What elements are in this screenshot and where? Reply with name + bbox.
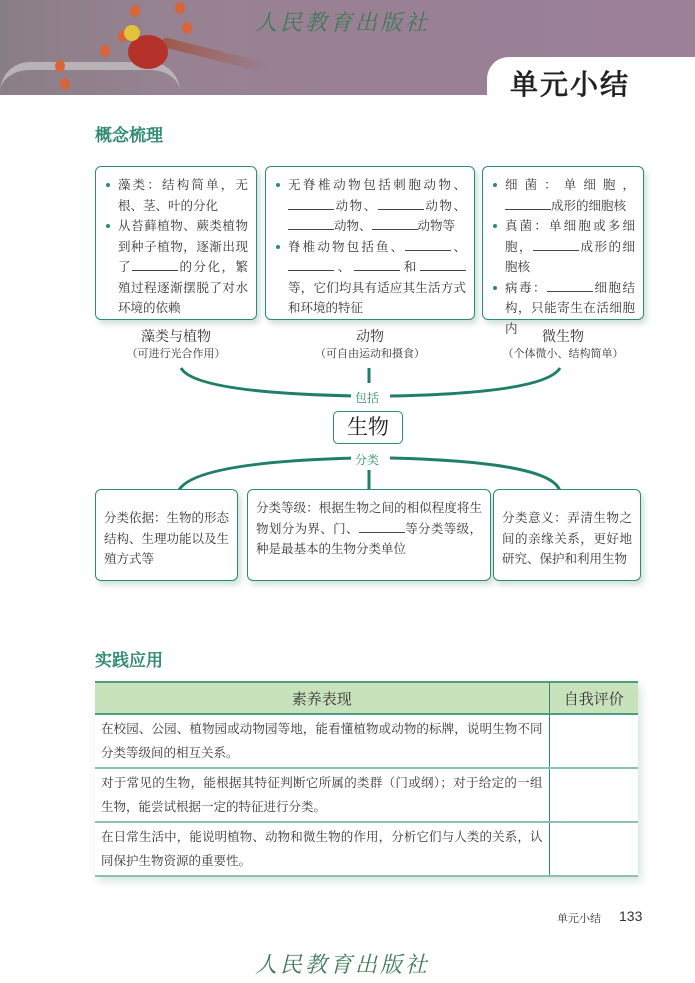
text-fragment: 等，它们均具有适应其生活方式和环境的特征: [288, 279, 466, 315]
text-fragment: 细菌：单细胞，: [505, 177, 635, 192]
text-fragment: 、: [451, 238, 466, 254]
text-fragment: 病毒：: [505, 279, 547, 295]
text-fragment: 动物、: [423, 197, 466, 213]
self-assessment-cell[interactable]: [549, 822, 638, 876]
category-label-plants: 藻类与植物: [141, 329, 211, 345]
publisher-logo: 人民教育出版社: [255, 11, 431, 36]
text-fragment: 动物等: [417, 218, 456, 233]
text-fragment: 动物、: [334, 197, 378, 213]
publisher-logo-footer: 人民教育出版社: [255, 953, 431, 978]
column-header-self-assessment: 自我评价: [549, 682, 638, 714]
classification-card-levels: [247, 489, 491, 581]
text-fragment: 脊椎动物包括鱼、: [288, 238, 406, 254]
text-fragment: 等分类等级，种是最基本的生物分类单位: [256, 520, 482, 556]
section-title-concept: 概念梳理: [95, 126, 163, 146]
text-fragment: 真菌：单细胞或多细胞，: [505, 218, 635, 254]
competency-cell: 在校园、公园、植物园或动物园等地，能看懂植物或动物的标牌，说明生物不同分类等级间的相互关系。: [95, 714, 549, 768]
category-sub-plants: （可进行光合作用）: [126, 347, 226, 360]
text-fragment: 藻类：结构简单，无根、茎、叶的分化: [118, 177, 248, 213]
section-title-practice: 实践应用: [95, 651, 163, 671]
category-label-microbes: 微生物: [542, 329, 584, 345]
text-fragment: 动物、: [334, 218, 372, 233]
self-assessment-cell[interactable]: [549, 768, 638, 822]
competency-cell: 对于常见的生物，能根据其特征判断它所属的类群（门或纲）；对于给定的一组生物，能尝试根据一定的特征进行分类。: [95, 768, 549, 822]
classify-label: 分类: [351, 451, 383, 468]
table-row: [95, 822, 638, 876]
text-fragment: 分类等级：根据生物之间的相似程度将生物划分为界、门、: [256, 500, 482, 536]
text-fragment: 从苔藓植物、蕨类植物到种子植物，逐渐出现了: [118, 218, 248, 274]
classification-card-significance: [493, 489, 641, 581]
category-label-animals: 动物: [356, 329, 384, 345]
fill-in-blank[interactable]: [359, 519, 405, 533]
text-fragment: 分类意义：弄清生物之间的亲缘关系，更好地研究、保护和利用生物: [502, 510, 632, 566]
text-fragment: 和: [400, 259, 420, 274]
column-header-competency: 素养表现: [95, 682, 549, 714]
text-fragment: 分类依据：生物的形态结构、生理功能以及生殖方式等: [104, 510, 230, 566]
table-header-row: [95, 682, 638, 714]
practice-table: [95, 681, 638, 877]
text-fragment: 细胞结构，只能寄生在活细胞内: [505, 279, 635, 336]
text-fragment: 成形的细胞核: [551, 197, 627, 213]
table-row: [95, 714, 638, 768]
self-assessment-cell[interactable]: [549, 714, 638, 768]
page-number: 133: [619, 908, 643, 924]
classification-card-basis: [95, 489, 238, 581]
include-label: 包括: [351, 389, 383, 406]
footer-section-name: 单元小结: [557, 912, 601, 925]
category-sub-microbes: （个体微小、结构简单）: [502, 347, 624, 360]
page-title: 单元小结: [510, 68, 631, 101]
category-sub-animals: （可自由运动和摄食）: [315, 347, 425, 360]
text-fragment: 、: [334, 259, 354, 274]
text-fragment: 无脊椎动物包括刺胞动物、: [288, 177, 466, 192]
table-row: [95, 768, 638, 822]
competency-cell: 在日常生活中，能说明植物、动物和微生物的作用，分析它们与人类的关系，认同保护生物资源的重要性。: [95, 822, 549, 876]
text-fragment: 成形的细胞核: [505, 238, 635, 274]
center-node: 生物: [333, 411, 403, 444]
text-fragment: 的分化，繁殖过程逐渐摆脱了对水环境的依赖: [118, 259, 248, 315]
